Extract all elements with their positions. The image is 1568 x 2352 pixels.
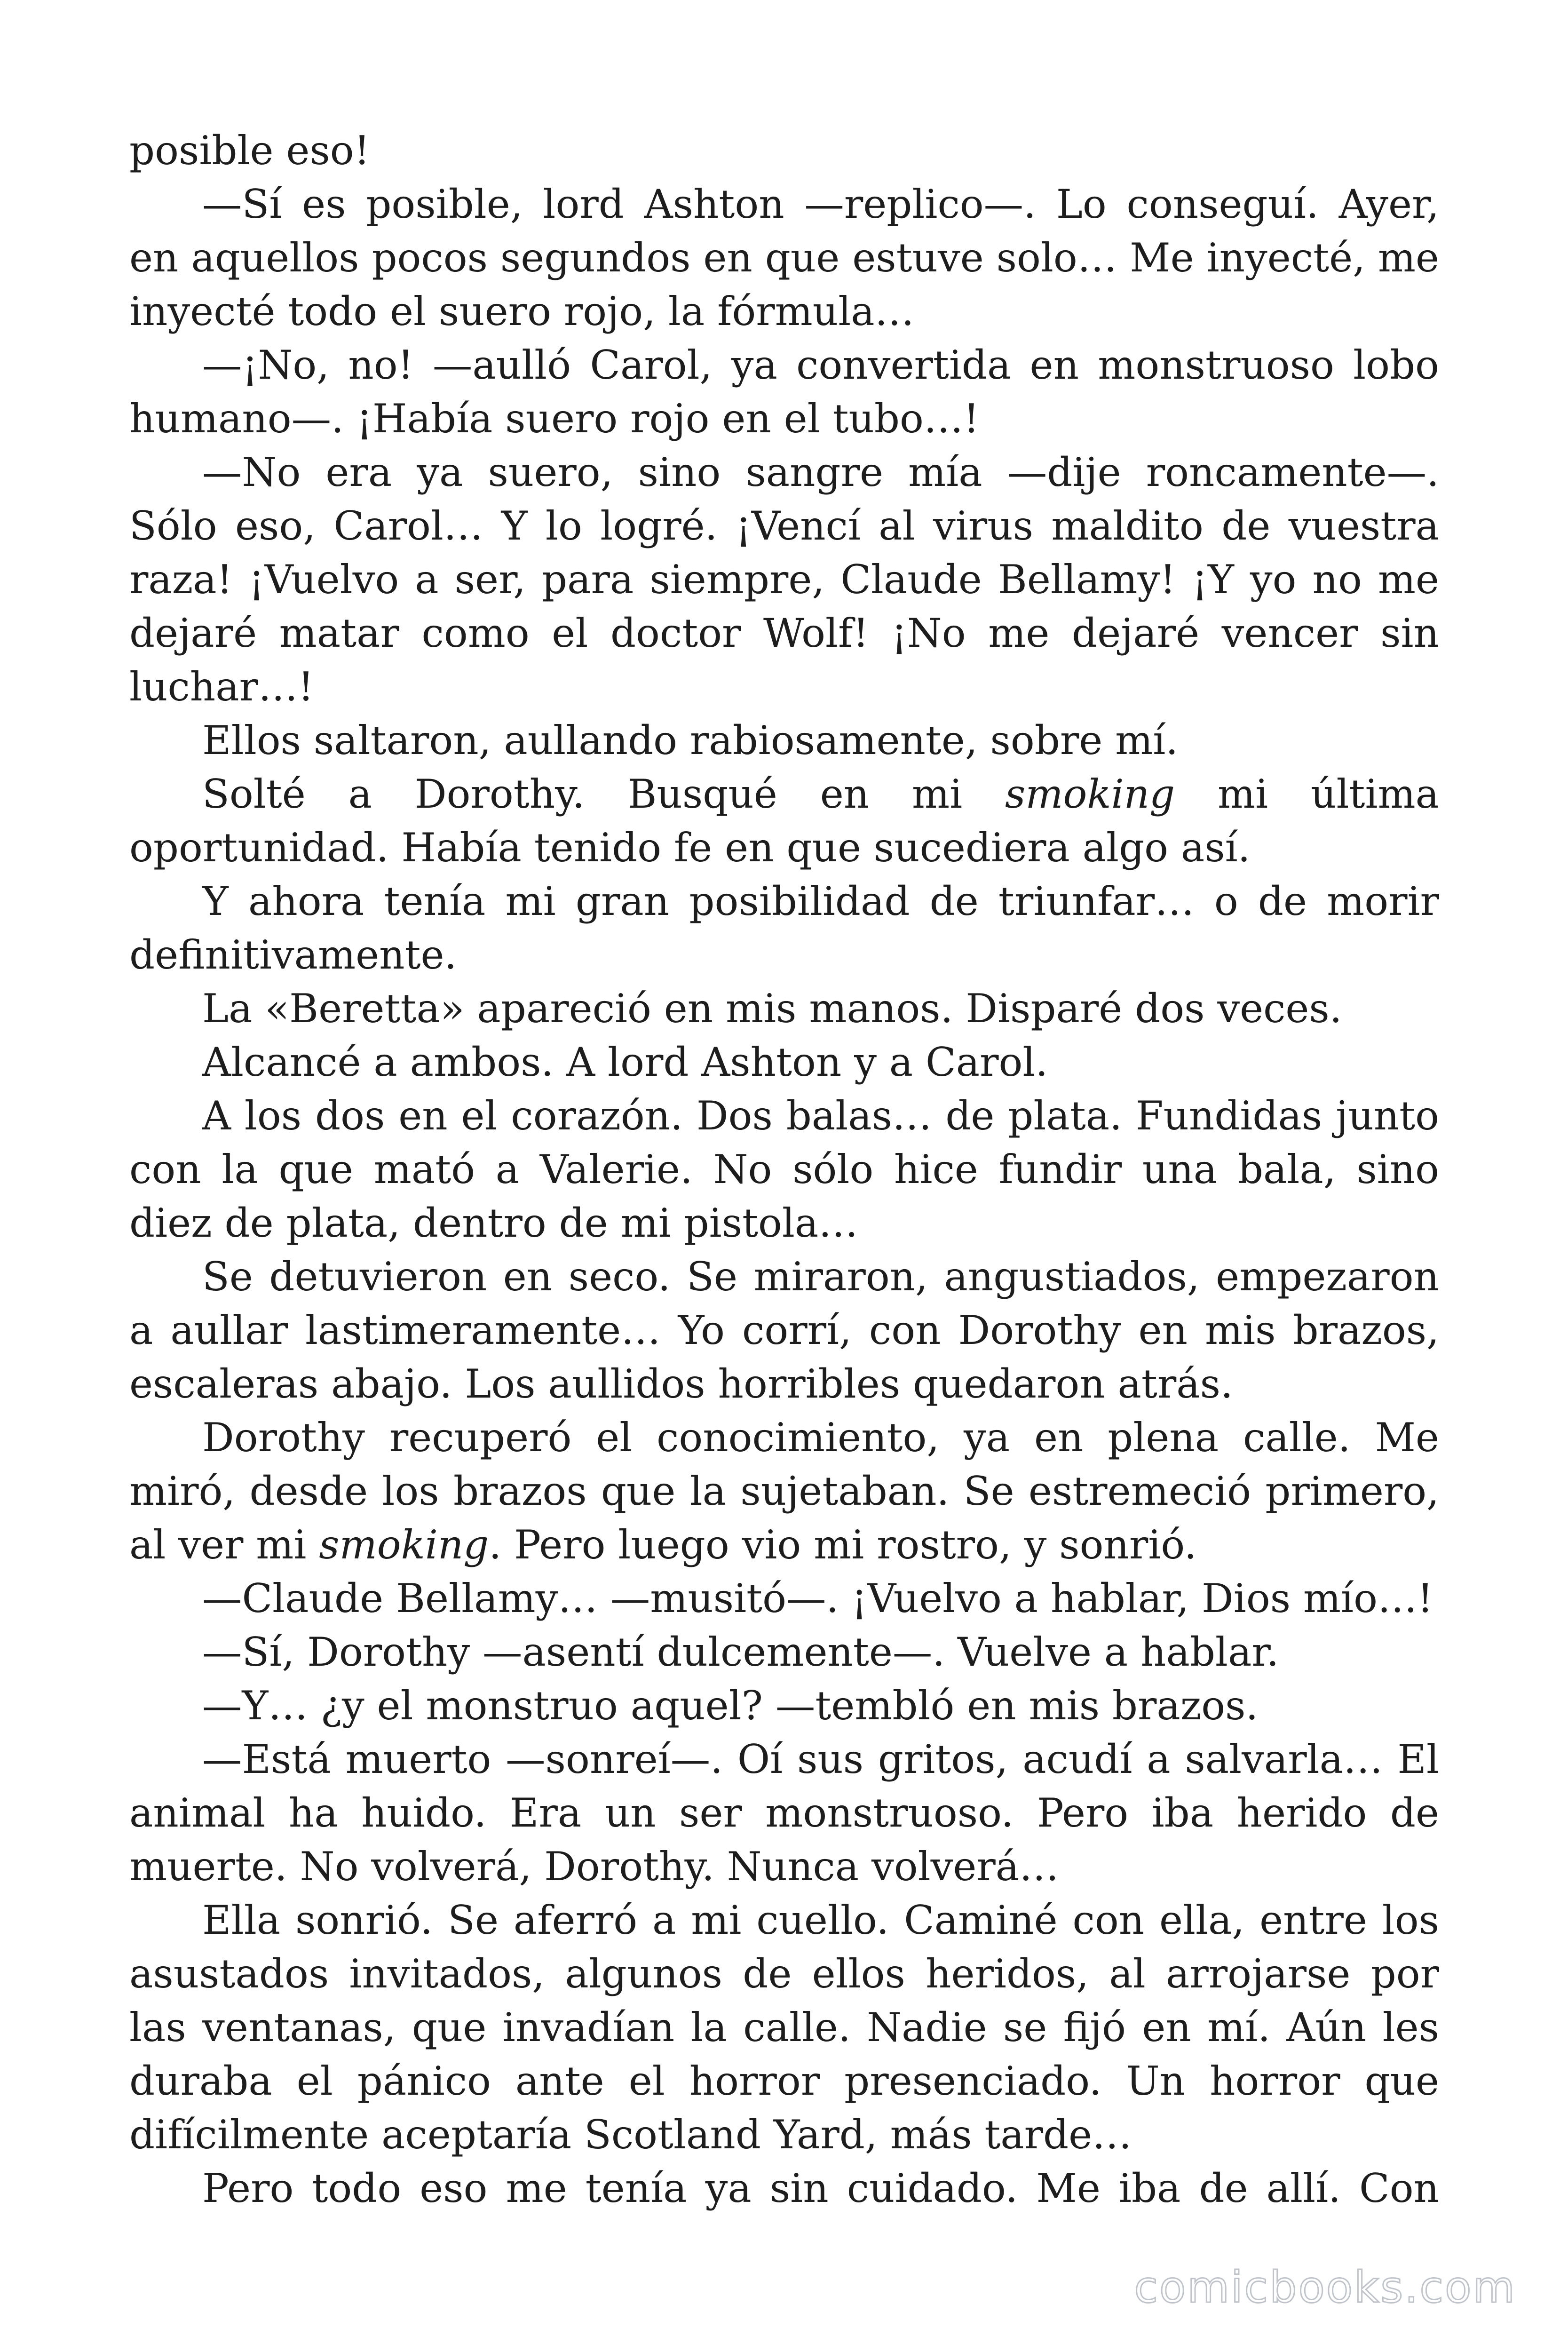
- paragraph-p4: [129, 445, 1439, 714]
- paragraph-p17: [129, 1893, 1439, 2161]
- paragraph-text: Se detuvieron en seco. Se miraron, angustiados, empezaron a aullar lastimeramente… Yo corrí, con Dorothy en mis brazos, escaleras abajo. Los aullidos horribles quedaron atrás.: [129, 1254, 1439, 1407]
- paragraph-text: Y ahora tenía mi gran posibilidad de triunfar… o de morir definitivamente.: [129, 878, 1439, 978]
- paragraph-text: Solté a Dorothy. Busqué en mi: [202, 771, 1006, 817]
- paragraph-text: —Y… ¿y el monstruo aquel? —tembló en mis brazos.: [202, 1683, 1259, 1729]
- paragraph-text: . Pero luego vio mi rostro, y sonrió.: [489, 1522, 1197, 1568]
- page-body-text: [129, 124, 1439, 2215]
- paragraph-text: Pero todo eso me tenía ya sin cuidado. Me iba de allí. Con: [202, 2165, 1439, 2211]
- paragraph-p7: [129, 874, 1439, 982]
- paragraph-text: posible eso!: [129, 127, 370, 174]
- paragraph-p12: [129, 1411, 1439, 1572]
- paragraph-text: mi última oportunidad. Había tenido fe en que sucediera algo así.: [129, 771, 1439, 871]
- paragraph-p15: [129, 1679, 1439, 1732]
- italic-text: smoking: [1005, 771, 1175, 817]
- paragraph-text: —¡No, no! —aulló Carol, ya convertida en monstruoso lobo humano—. ¡Había suero rojo en el tubo…!: [129, 342, 1439, 442]
- paragraph-text: Alcancé a ambos. A lord Ashton y a Carol.: [202, 1039, 1048, 1085]
- paragraph-p10: [129, 1089, 1439, 1250]
- watermark: comicbooks.com: [1134, 2262, 1516, 2312]
- paragraph-text: —Claude Bellamy… —musitó—. ¡Vuelvo a hablar, Dios mío…!: [202, 1575, 1433, 1621]
- paragraph-p2: [129, 177, 1439, 338]
- paragraph-text: —Está muerto —sonreí—. Oí sus gritos, acudí a salvarla… El animal ha huido. Era un ser monstruoso. Pero iba herido de muerte. No volverá, Dorothy. Nunca volverá…: [129, 1736, 1439, 1890]
- paragraph-p16: [129, 1732, 1439, 1893]
- paragraph-text: Ella sonrió. Se aferró a mi cuello. Caminé con ella, entre los asustados invitados, algunos de ellos heridos, al arrojarse por las ventanas, que invadían la calle. Nadie se fijó en mí. Aún les duraba el pánico ante el horror presenciado. Un horror que difícilmente aceptaría Scotland Yard, más tarde…: [129, 1897, 1439, 2158]
- paragraph-p18: [129, 2161, 1439, 2215]
- paragraph-p14: [129, 1625, 1439, 1679]
- paragraph-text: La «Beretta» apareció en mis manos. Disparé dos veces.: [202, 985, 1342, 1032]
- paragraph-p11: [129, 1250, 1439, 1411]
- paragraph-p1: [129, 124, 1439, 177]
- paragraph-text: —Sí, Dorothy —asentí dulcemente—. Vuelve a hablar.: [202, 1629, 1279, 1675]
- paragraph-p6: [129, 767, 1439, 874]
- paragraph-text: —Sí es posible, lord Ashton —replico—. Lo conseguí. Ayer, en aquellos pocos segundos en que estuve solo… Me inyecté, me inyecté todo el suero rojo, la fórmula…: [129, 181, 1439, 334]
- paragraph-p13: [129, 1572, 1439, 1625]
- paragraph-text: —No era ya suero, sino sangre mía —dije roncamente—. Sólo eso, Carol… Y lo logré. ¡Vencí al virus maldito de vuestra raza! ¡Vuelvo a ser, para siempre, Claude Bellamy! ¡Y yo no me dejaré matar como el doctor Wolf! ¡No me dejaré vencer sin luchar…!: [129, 449, 1439, 710]
- paragraph-text: Ellos saltaron, aullando rabiosamente, sobre mí.: [202, 717, 1179, 763]
- paragraph-text: Dorothy recuperó el conocimiento, ya en plena calle. Me miró, desde los brazos que la sujetaban. Se estremeció primero, al ver mi: [129, 1414, 1439, 1568]
- paragraph-p3: [129, 338, 1439, 445]
- paragraph-p8: [129, 982, 1439, 1035]
- paragraph-p9: [129, 1035, 1439, 1089]
- paragraph-text: A los dos en el corazón. Dos balas… de plata. Fundidas junto con la que mató a Valerie. No sólo hice fundir una bala, sino diez de plata, dentro de mi pistola…: [129, 1093, 1439, 1246]
- paragraph-p5: [129, 714, 1439, 767]
- italic-text: smoking: [319, 1522, 489, 1568]
